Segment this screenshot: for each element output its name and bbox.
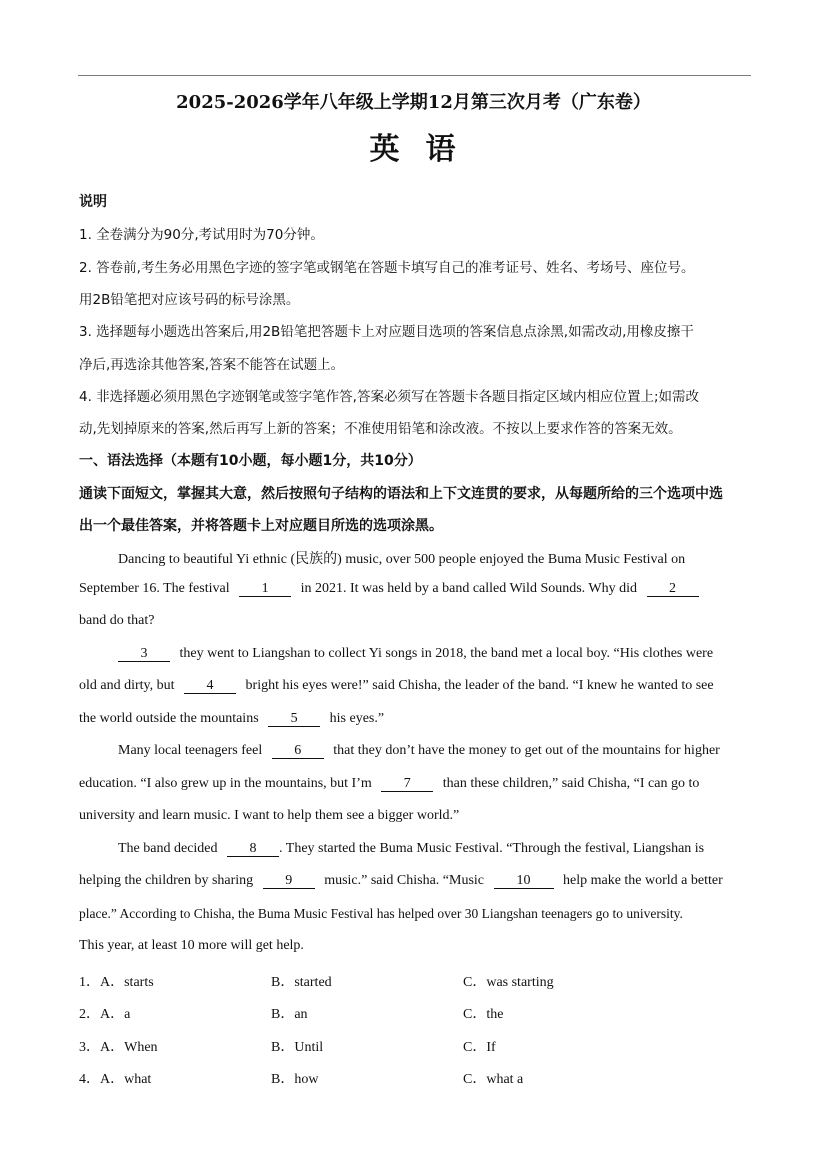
passage-text: in 2021. It was held by a band called Wild Sounds. Why did <box>300 581 638 596</box>
option-a[interactable]: A．starts <box>100 975 154 990</box>
blank-4: 4 <box>184 679 236 694</box>
section-directions-line1: 通读下面短文，掌握其大意，然后按照句子结构的语法和上下文连贯的要求，从每题所给的三个选项中选 <box>79 486 723 502</box>
instruction-4-line1: 4. 非选择题必须用黑色字迹钢笔或签字笔作答,答案必须写在答题卡各题目指定区域内相应位置上;如需改 <box>79 389 700 405</box>
passage-text: bright his eyes were!” said Chisha, the leader of the band. “I knew he wanted to see <box>245 678 714 693</box>
question-number: 2． <box>79 1007 100 1022</box>
passage-text: help make the world a better <box>563 873 723 888</box>
option-b[interactable]: B．an <box>271 1007 308 1022</box>
question-3 <box>79 1036 158 1056</box>
passage-line: place.” According to Chisha, the Buma Music Festival has helped over 30 Liangshan teenagers go to university. <box>79 906 683 921</box>
blank-8: 8 <box>227 842 279 857</box>
question-4 <box>79 1068 151 1088</box>
passage-text: that they don’t have the money to get out of the mountains for higher <box>333 743 720 758</box>
passage-text: education. “I also grew up in the mountains, but I’m <box>79 776 372 791</box>
passage-text: Many local teenagers feel <box>118 743 263 758</box>
question-number: 3． <box>79 1040 100 1055</box>
blank-7: 7 <box>381 777 433 792</box>
passage-line: university and learn music. I want to help them see a bigger world.” <box>79 808 460 823</box>
option-c[interactable]: C．If <box>463 1040 496 1055</box>
passage-line <box>79 776 699 792</box>
option-a[interactable]: A．a <box>100 1007 131 1022</box>
passage-line <box>79 711 384 727</box>
section-directions-line2: 出一个最佳答案，并将答题卡上对应题目所选的选项涂黑。 <box>79 518 443 534</box>
passage-line <box>79 581 699 597</box>
option-c[interactable]: C．the <box>463 1007 504 1022</box>
passage-text: helping the children by sharing <box>79 873 254 888</box>
blank-3: 3 <box>118 647 170 662</box>
passage-line <box>118 743 720 759</box>
instruction-2-line1: 2. 答卷前,考生务必用黑色字迹的签字笔或钢笔在答题卡填写自己的准考证号、姓名、考场号、座位号。 <box>79 260 695 276</box>
passage-line: This year, at least 10 more will get help. <box>79 938 304 953</box>
question-2 <box>79 1003 130 1023</box>
passage-text: The band decided <box>118 841 218 856</box>
option-a[interactable]: A．what <box>100 1072 152 1087</box>
instructions-heading: 说明 <box>79 194 107 210</box>
option-b[interactable]: B．how <box>271 1072 319 1087</box>
blank-5: 5 <box>268 712 320 727</box>
passage-text: than these children,” said Chisha, “I can go to <box>442 776 700 791</box>
passage-text: music.” said Chisha. “Music <box>324 873 484 888</box>
passage-line: Dancing to beautiful Yi ethnic (民族的) music, over 500 people enjoyed the Buma Music Festival on <box>118 552 686 567</box>
passage-text: . They started the Buma Music Festival. “Through the festival, Liangshan is <box>279 841 705 856</box>
option-b[interactable]: B．Until <box>271 1040 324 1055</box>
passage-line <box>118 841 704 857</box>
option-b[interactable]: B．started <box>271 975 332 990</box>
blank-10: 10 <box>494 874 554 889</box>
passage-text: they went to Liangshan to collect Yi songs in 2018, the band met a local boy. “His clothes were <box>179 646 714 661</box>
instruction-3-line2: 净后,再选涂其他答案,答案不能答在试题上。 <box>79 357 345 373</box>
instruction-4-line2: 动,先划掉原来的答案,然后再写上新的答案；不准使用铅笔和涂改液。不按以上要求作答的答案无效。 <box>79 421 682 437</box>
passage-text: his eyes.” <box>329 711 385 726</box>
passage-text: September 16. The festival <box>79 581 230 596</box>
instruction-2-line2: 用2B铅笔把对应该号码的标号涂黑。 <box>79 292 300 308</box>
blank-9: 9 <box>263 874 315 889</box>
passage-text: old and dirty, but <box>79 678 175 693</box>
blank-2: 2 <box>647 582 699 597</box>
exam-title: 2025-2026学年八年级上学期12月第三次月考（广东卷） <box>176 92 651 113</box>
option-c[interactable]: C．what a <box>463 1072 524 1087</box>
header-rule <box>78 75 751 76</box>
option-c[interactable]: C．was starting <box>463 975 554 990</box>
section-heading: 一、语法选择（本题有10小题，每小题1分，共10分） <box>79 453 422 469</box>
instruction-1: 1. 全卷满分为90分,考试用时为70分钟。 <box>79 227 324 243</box>
subject-title: 英语 <box>369 132 482 167</box>
question-number: 1． <box>79 975 100 990</box>
question-1 <box>79 971 154 991</box>
option-a[interactable]: A．When <box>100 1040 158 1055</box>
passage-text: the world outside the mountains <box>79 711 259 726</box>
blank-1: 1 <box>239 582 291 597</box>
passage-line <box>79 873 723 889</box>
question-number: 4． <box>79 1072 100 1087</box>
passage-line <box>79 678 714 694</box>
passage-line: band do that? <box>79 613 155 628</box>
passage-line <box>118 646 713 662</box>
instruction-3-line1: 3. 选择题每小题选出答案后,用2B铅笔把答题卡上对应题目选项的答案信息点涂黑,如需改动,用橡皮擦干 <box>79 324 694 340</box>
blank-6: 6 <box>272 744 324 759</box>
